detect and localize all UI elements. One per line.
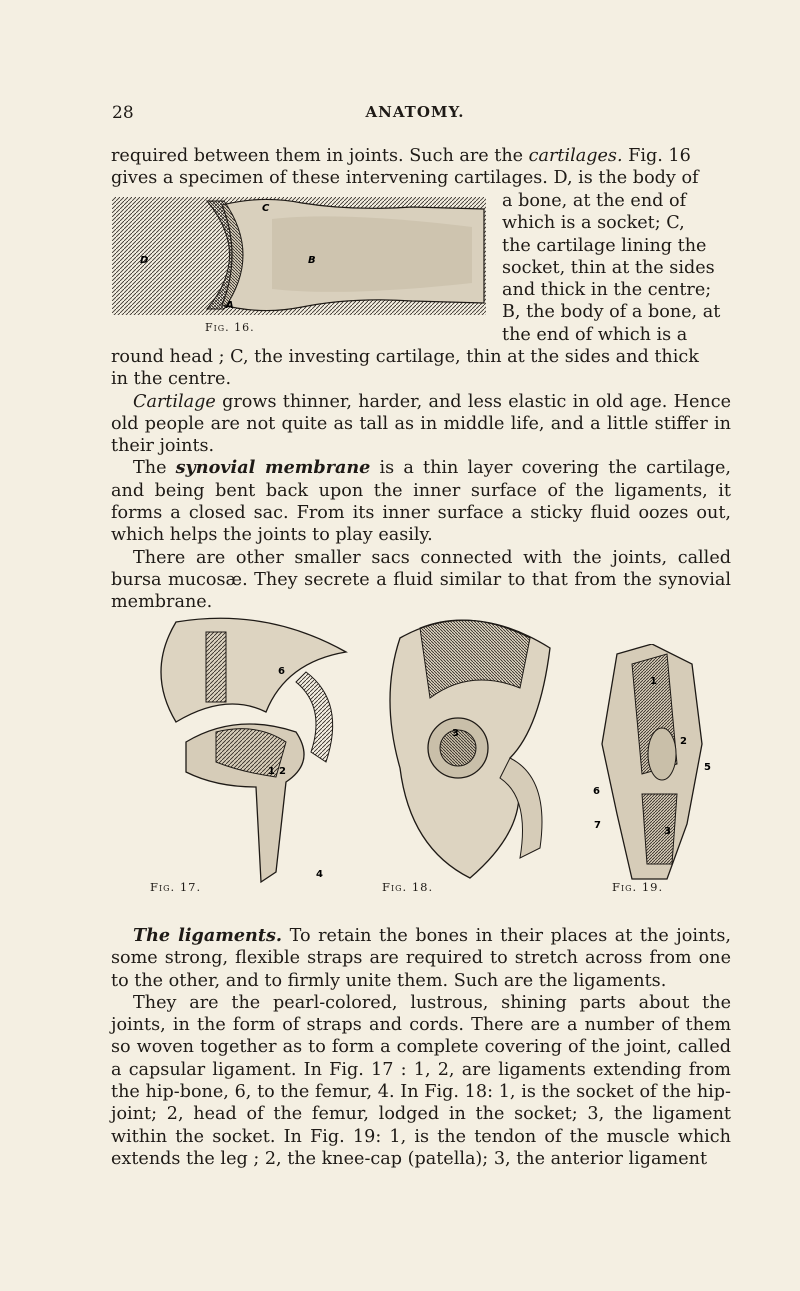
figure-row bbox=[112, 608, 718, 908]
term-cartilages: cartilages. bbox=[528, 146, 623, 166]
paragraph-cartilage-age bbox=[111, 391, 731, 458]
section-ligaments bbox=[111, 925, 731, 1170]
paragraph-ligaments bbox=[111, 925, 731, 992]
running-title: ANATOMY. bbox=[365, 103, 465, 121]
figure-17-illustration bbox=[146, 612, 376, 887]
text-line: and thick in the centre; bbox=[502, 280, 712, 301]
paragraph-text: is a thin layer covering the cartilage, and being bent back upon the inner surface of the ligaments, it forms a closed sac. From its inner surface a sticky fluid oozes out, which helps the joints to play easily. bbox=[111, 458, 732, 546]
fig16-label-c: C bbox=[262, 203, 270, 214]
paragraph-ligament-details: They are the pearl-colored, lustrous, shining parts about the joints, in the form of straps and cords. There are a number of them so woven together as to form a complete covering of the joint, called a capsular ligament. In Fig. 17 : 1, 2, are ligaments extending from the hip-bone, 6, to the femur, 4. In Fig. 18: 1, is the socket of the hip-joint; 2, head of the femur, lodged in the socket; 3, the ligament within the socket. In Fig. 19: 1, is the tendon of the muscle which extends the leg ; 2, the knee-cap (patella); 3, the anterior ligament bbox=[111, 992, 731, 1169]
figure-16-caption: Fig. 16. bbox=[205, 321, 255, 334]
text-line: which is a socket; C, bbox=[502, 213, 685, 234]
text-line: gives a specimen of these intervening cartilages. D, is the body of bbox=[111, 168, 699, 189]
text-line: the cartilage lining the bbox=[502, 235, 707, 256]
paragraph-text: The bbox=[133, 458, 176, 479]
text-line: socket, thin at the sides bbox=[502, 257, 715, 278]
text-line: round head ; C, the investing cartilage, thin at the sides and thick bbox=[111, 347, 699, 367]
text-line: the end of which is a bbox=[502, 324, 688, 345]
text-line: in the centre. bbox=[111, 369, 232, 390]
paragraph-cartilages-intro bbox=[111, 145, 731, 190]
ligament bbox=[642, 794, 677, 864]
fig17-label-4: 4 bbox=[316, 869, 323, 880]
patella bbox=[648, 728, 676, 780]
term-cartilage: Cartilage bbox=[133, 391, 216, 412]
text-line: B, the body of a bone, at bbox=[502, 302, 721, 323]
text-line: a bone, at the end of bbox=[502, 191, 687, 211]
fig16-label-d: D bbox=[140, 255, 149, 266]
fig19-label-5: 5 bbox=[704, 762, 711, 773]
fig16-label-a: A bbox=[226, 300, 234, 311]
fig19-label-1: 1 bbox=[650, 676, 657, 687]
paragraph-continuation bbox=[111, 346, 731, 614]
figure-19-caption: Fig. 19. bbox=[612, 880, 664, 894]
term-synovial-membrane: synovial membrane bbox=[175, 457, 371, 479]
figure-17-caption: Fig. 17. bbox=[150, 880, 202, 894]
fig19-label-3: 3 bbox=[664, 826, 671, 837]
figure-18-caption: Fig. 18. bbox=[382, 880, 434, 894]
figure-18-illustration bbox=[380, 608, 560, 888]
fig16-label-b: B bbox=[308, 255, 316, 266]
fig17-label-1: 1 bbox=[268, 766, 275, 777]
paragraph-synovial bbox=[111, 457, 731, 546]
fig19-label-2: 2 bbox=[680, 736, 687, 747]
fig17-label-2: 2 bbox=[279, 766, 286, 777]
fig18-label-3: 3 bbox=[452, 728, 459, 739]
paragraph-text: To retain the bones in their places at the joints, some strong, flexible straps are required to stretch across from one to the other, and to firmly unite them. Such are the ligaments. bbox=[111, 926, 732, 991]
term-ligaments: The ligaments. bbox=[133, 925, 283, 946]
text-line: required between them in joints. Such are the bbox=[111, 146, 529, 166]
bone-shading bbox=[272, 216, 472, 292]
paragraph-text: grows thinner, harder, and less elastic in old age. Hence old people are not quite as tall as in middle life, and a little stiffer in their joints. bbox=[111, 391, 731, 457]
fig19-label-7: 7 bbox=[594, 820, 601, 831]
paragraph-bursa: There are other smaller sacs connected with the joints, called bursa mucosæ. They secrete a fluid similar to that from the synovial membrane. bbox=[111, 547, 731, 613]
fig19-label-6: 6 bbox=[593, 786, 600, 797]
page-number: 28 bbox=[112, 103, 134, 123]
text-line: Fig. 16 bbox=[622, 146, 691, 166]
paragraph-beside-figure bbox=[502, 190, 731, 346]
fig17-label-6: 6 bbox=[278, 666, 285, 677]
sacrum bbox=[206, 632, 226, 702]
figure-19-illustration bbox=[592, 644, 712, 884]
figure-16-illustration bbox=[112, 197, 486, 315]
page-header bbox=[112, 103, 718, 129]
